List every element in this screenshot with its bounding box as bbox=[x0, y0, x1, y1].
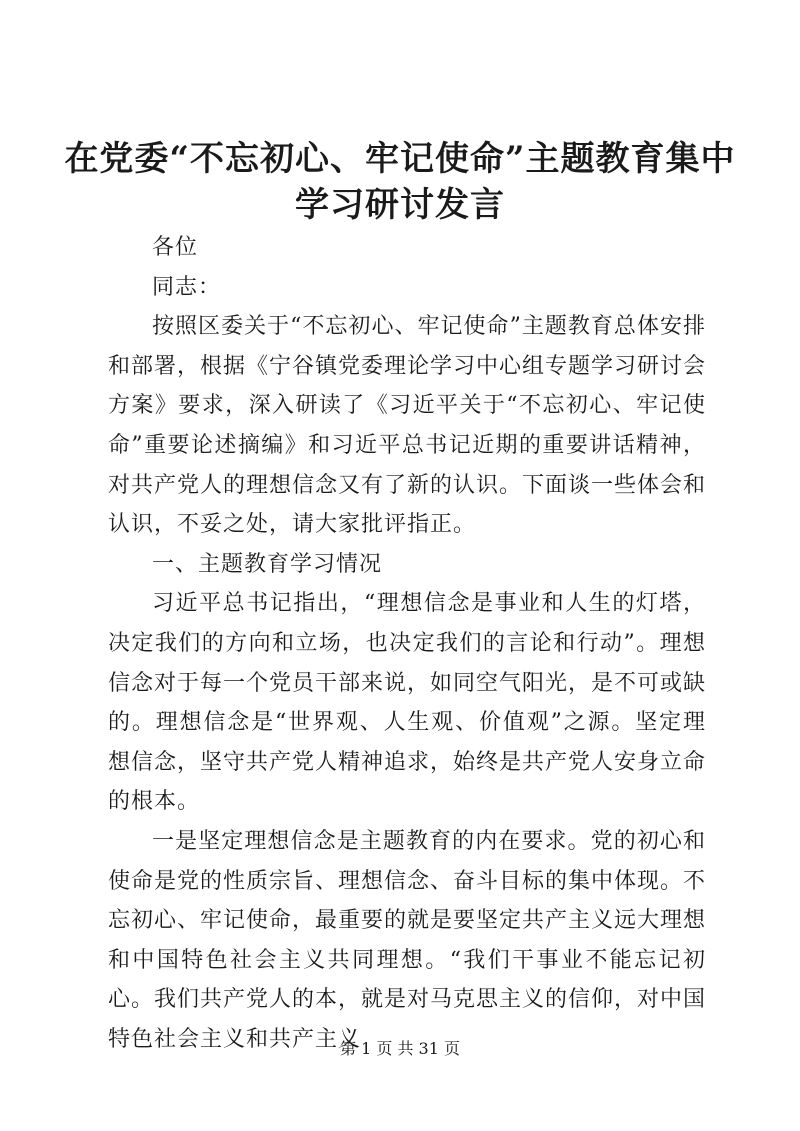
document-body bbox=[108, 228, 706, 1059]
paragraph-intro: 按照区委关于“不忘初心、牢记使命”主题教育总体安排和部署，根据《宁谷镇党委理论学习中心组专题学习研讨会方案》要求，深入研读了《习近平关于“不忘初心、牢记使命”重要论述摘编》和习近平总书记近期的重要讲话精神，对共产党人的理想信念又有了新的认识。下面谈一些体会和认识，不妥之处，请大家批评指正。 bbox=[108, 314, 707, 538]
page-number-footer: 第 1 页 共 31 页 bbox=[340, 1039, 460, 1058]
title-line-1: 在党委“不忘初心、牢记使命”主题教育集中 bbox=[64, 139, 736, 179]
title-line-2: 学习研讨发言 bbox=[295, 185, 505, 225]
section-heading: 一、主题教育学习情况 bbox=[152, 551, 383, 577]
salutation-line-2: 同志： bbox=[152, 274, 222, 300]
document-title bbox=[60, 136, 740, 228]
paragraph-quote: 习近平总书记指出，“理想信念是事业和人生的灯塔，决定我们的方向和立场，也决定我们的言论和行动”。理想信念对于每一个党员干部来说，如同空气阳光，是不可或缺的。理想信念是“世界观、人生观、价值观”之源。坚定理想信念，坚守共产党人精神追求，始终是共产党人安身立命的根本。 bbox=[108, 591, 707, 815]
paragraph-point-one: 一是坚定理想信念是主题教育的内在要求。党的初心和使命是党的性质宗旨、理想信念、奋斗目标的集中体现。不忘初心、牢记使命，最重要的就是要坚定共产主义远大理想和中国特色社会主义共同理想。“我们干事业不能忘记初心。我们共产党人的本，就是对马克思主义的信仰，对中国特色社会主义和共产主义 bbox=[108, 828, 707, 1052]
salutation-line-1: 各位 bbox=[152, 235, 199, 260]
